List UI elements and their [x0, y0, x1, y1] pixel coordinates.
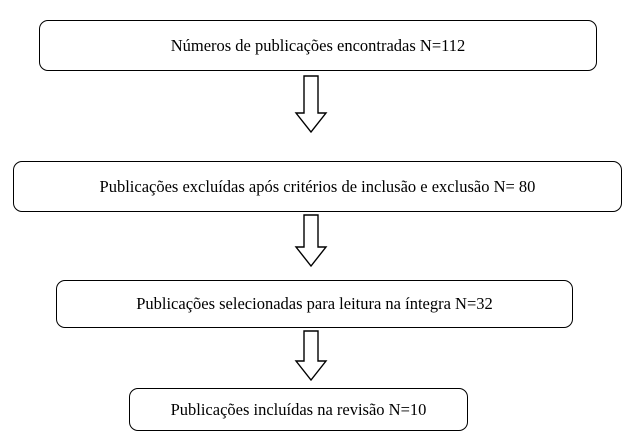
down-arrow-icon [294, 214, 328, 274]
step-identified-box [39, 20, 597, 71]
step-excluded-box [13, 161, 622, 212]
step-included-label: Publicações incluídas na revisão N=10 [170, 399, 427, 419]
down-arrow-icon [294, 330, 328, 390]
step-full-text-label: Publicações selecionadas para leitura na íntegra N=32 [136, 294, 493, 313]
step-full-text-box [56, 280, 573, 328]
step-excluded-label: Publicações excluídas após critérios de inclusão e exclusão N= 80 [99, 176, 536, 196]
step-identified-label: Números de publicações encontradas N=112 [170, 35, 466, 55]
step-included-box [129, 388, 468, 431]
down-arrow-icon [294, 75, 328, 135]
